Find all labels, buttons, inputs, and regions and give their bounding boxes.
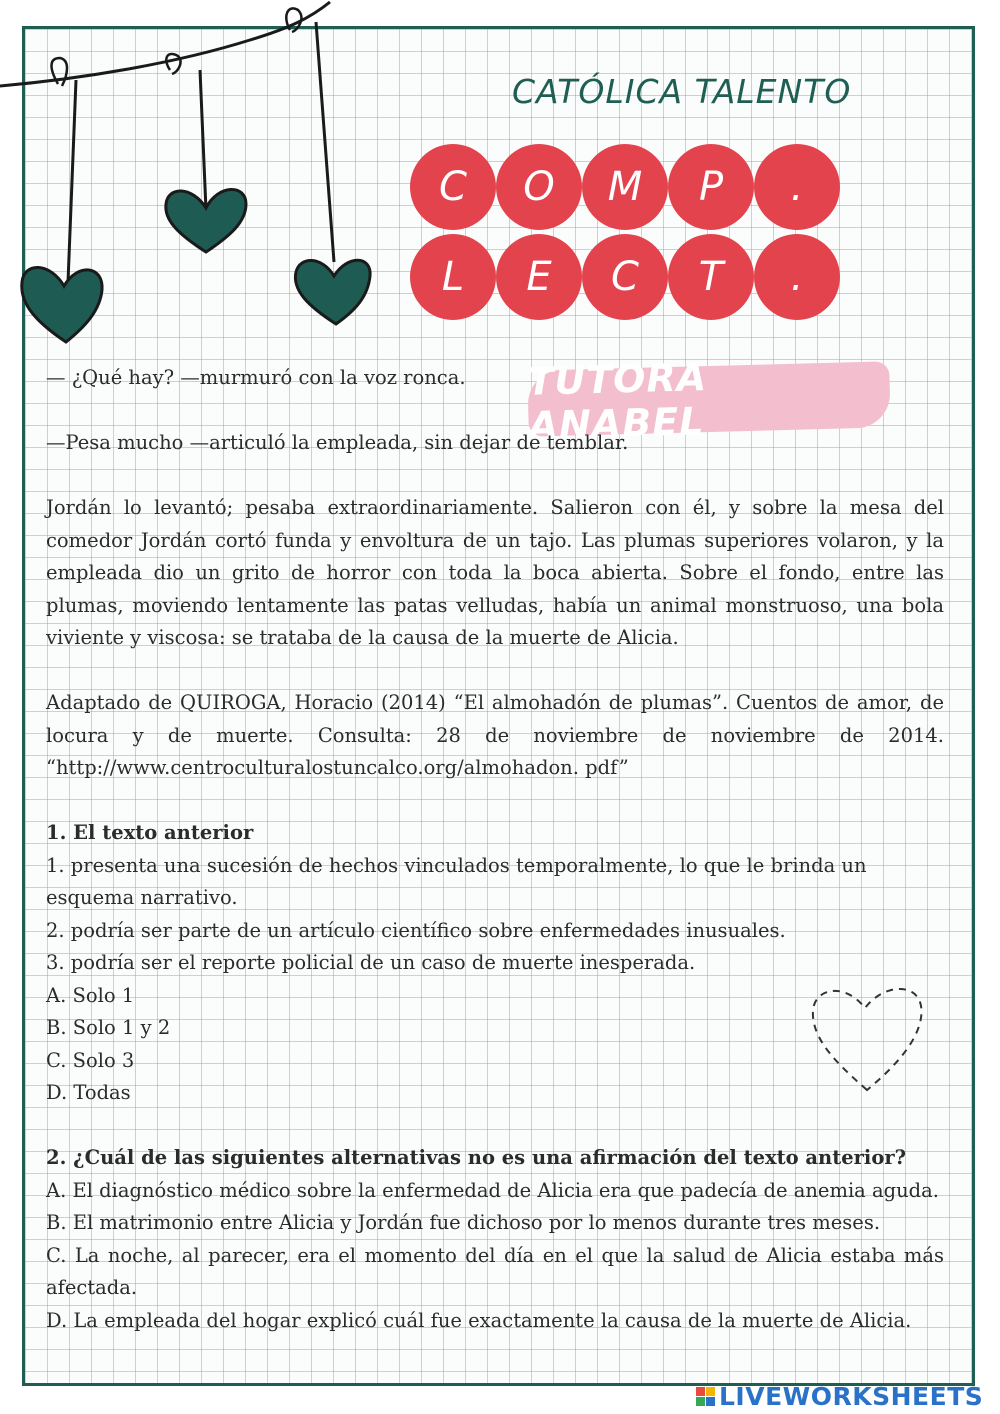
statement-item: 3. podría ser el reporte policial de un caso de muerte inesperada. bbox=[46, 951, 696, 974]
title-letter: . bbox=[754, 144, 840, 230]
worksheet-content bbox=[46, 362, 944, 1337]
title-letter: O bbox=[496, 144, 582, 230]
title-letter: M bbox=[582, 144, 668, 230]
answer-option[interactable]: A. El diagnóstico médico sobre la enfermedad de Alicia era que padecía de anemia aguda. bbox=[46, 1178, 939, 1202]
answer-option[interactable]: A. Solo 1 bbox=[46, 983, 135, 1007]
heart-left-icon bbox=[22, 267, 102, 342]
brand-title: CATÓLICA TALENTO bbox=[512, 72, 852, 111]
answer-option[interactable]: C. La noche, al parecer, era el momento del día en el que la salud de Alicia estaba más afectada. bbox=[46, 1243, 944, 1299]
passage-line: —Pesa mucho —articuló la empleada, sin dejar de temblar. bbox=[46, 431, 629, 454]
heart-right-icon bbox=[295, 260, 370, 324]
title-letter: T bbox=[668, 234, 754, 320]
title-letter: . bbox=[754, 234, 840, 320]
passage-line: — ¿Qué hay? —murmuró con la voz ronca. bbox=[46, 366, 466, 389]
dashed-heart-icon bbox=[805, 980, 931, 1095]
answer-option[interactable]: B. Solo 1 y 2 bbox=[46, 1016, 171, 1039]
liveworksheets-logo bbox=[696, 1382, 983, 1410]
question-2-title: 2. ¿Cuál de las siguientes alternativas no es una afirmación del texto anterior? bbox=[46, 1146, 907, 1169]
liveworksheets-mark-icon bbox=[696, 1387, 715, 1406]
answer-option[interactable]: B. El matrimonio entre Alicia y Jordán fue dichoso por lo menos durante tres meses. bbox=[46, 1211, 881, 1234]
answer-option[interactable]: D. La empleada del hogar explicó cuál fue exactamente la causa de la muerte de Alicia. bbox=[46, 1308, 912, 1332]
question-1-title: 1. El texto anterior bbox=[46, 821, 254, 844]
statement-item: 2. podría ser parte de un artículo científico sobre enfermedades inusuales. bbox=[46, 918, 786, 942]
passage-paragraph: Jordán lo levantó; pesaba extraordinariamente. Salieron con él, y sobre la mesa del comedor Jordán cortó funda y envoltura de un tajo. Las plumas superiores volaron, y la empleada dio un grito de horror con toda la boca abierta. Sobre el fondo, entre las plumas, moviendo lentamente las patas velludas, había un animal monstruoso, una bola viviente y viscosa: se trataba de la causa de la muerte de Alicia. bbox=[46, 496, 944, 649]
tutor-label: TUTORA ANABEL bbox=[527, 361, 891, 436]
logo-text: LIVEWORKSHEETS bbox=[719, 1381, 984, 1411]
source-citation: Adaptado de QUIROGA, Horacio (2014) “El almohadón de plumas”. Cuentos de amor, de locura y de muerte. Consulta: 28 de noviembre de noviembre de 2014. “http://www.centroculturalostuncalco.org/almohadon. pdf” bbox=[46, 691, 944, 779]
hanging-hearts-decoration bbox=[0, 0, 380, 360]
answer-option[interactable]: C. Solo 3 bbox=[46, 1048, 135, 1072]
answer-option[interactable]: D. Todas bbox=[46, 1081, 131, 1104]
title-letter: E bbox=[496, 234, 582, 320]
title-letter: L bbox=[410, 234, 496, 320]
title-letter: P bbox=[668, 144, 754, 230]
title-letter: C bbox=[410, 144, 496, 230]
title-letter: C bbox=[582, 234, 668, 320]
statement-item: 1. presenta una sucesión de hechos vinculados temporalmente, lo que le brinda un esquema narrativo. bbox=[46, 853, 867, 909]
